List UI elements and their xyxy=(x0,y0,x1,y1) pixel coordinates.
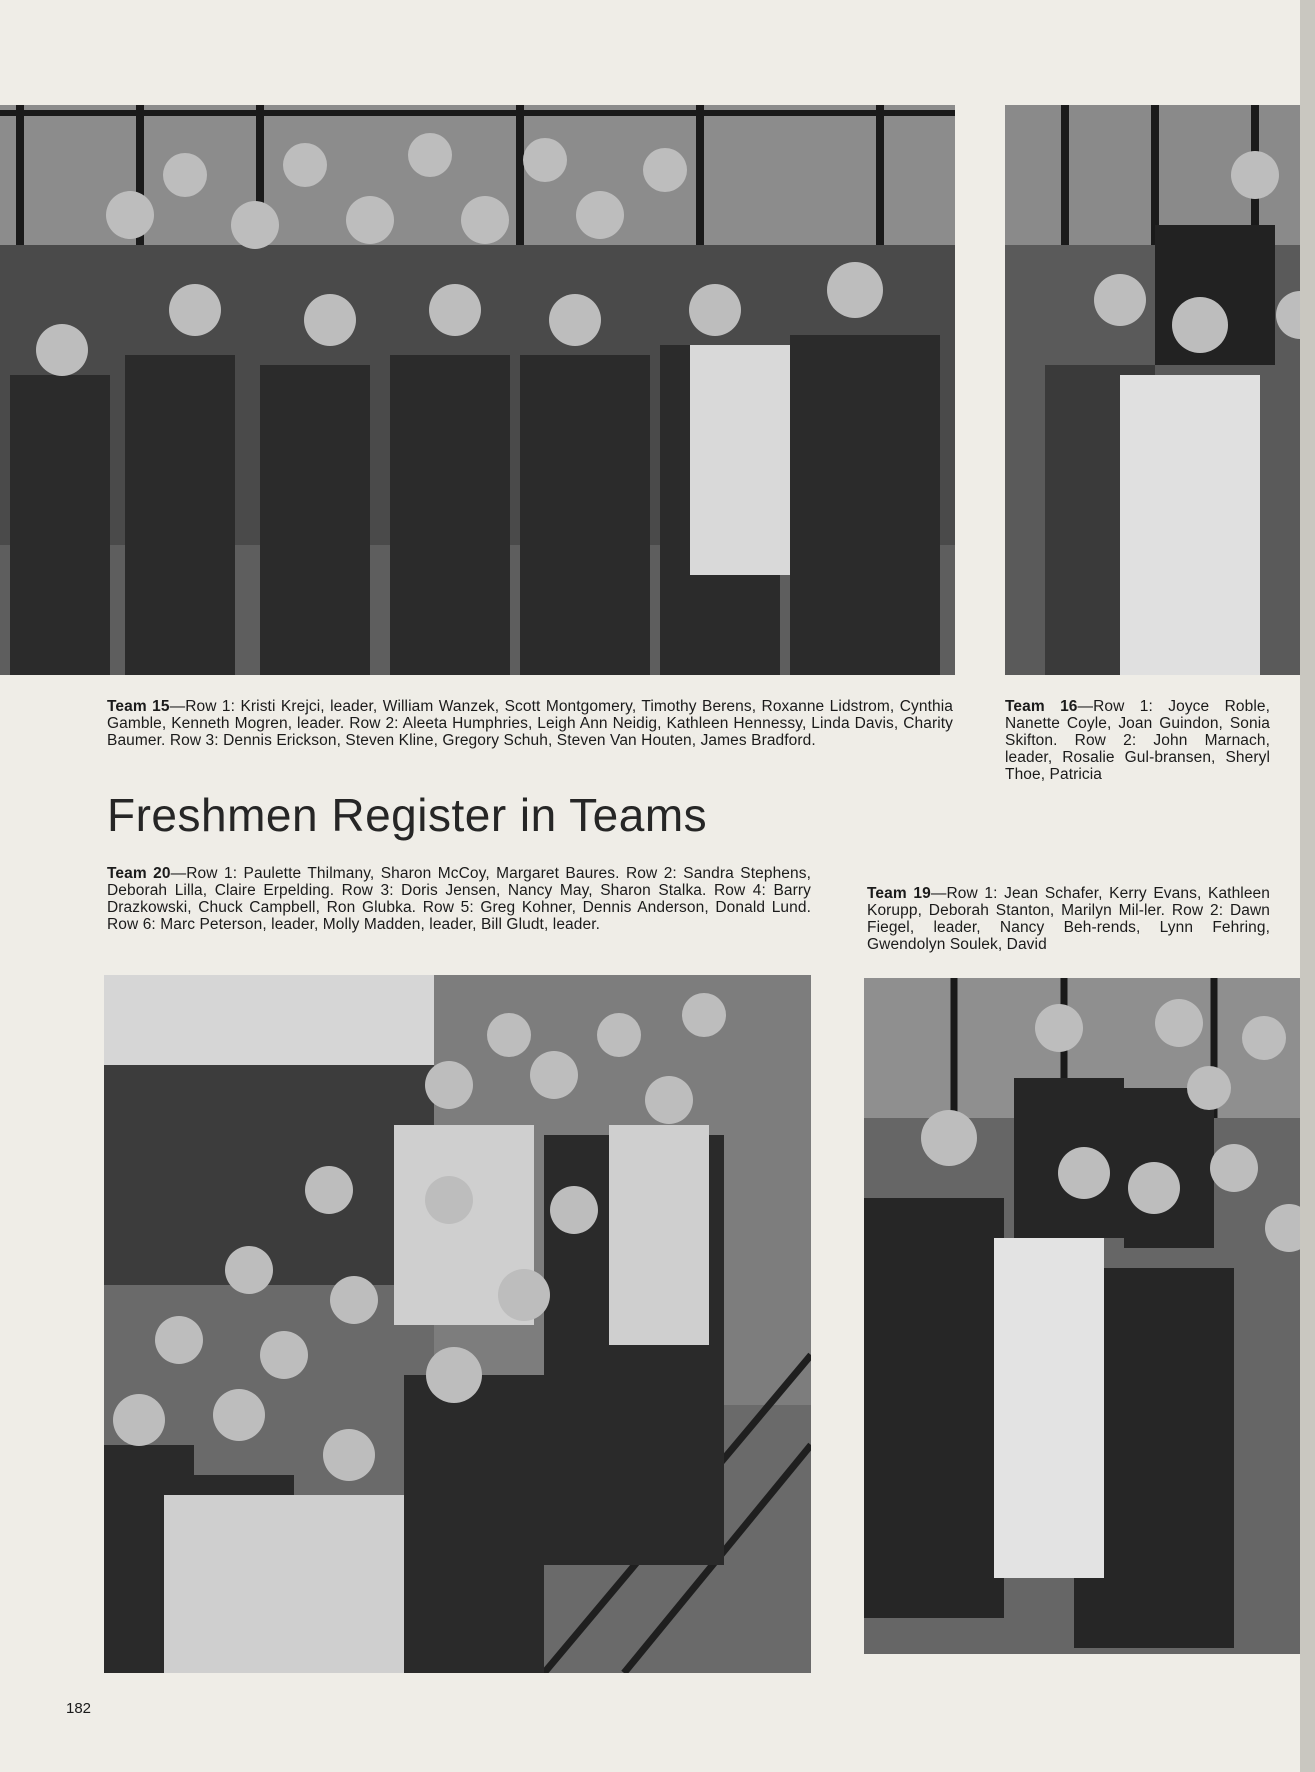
page-number: 182 xyxy=(66,1700,92,1717)
team-16-text: —Row 1: Joyce Roble, Nanette Coyle, Joan Guindon, Sonia Skifton. Row 2: John Marnach, leader, Rosalie Gul-bransen, Sheryl Thoe, Patricia xyxy=(1005,698,1270,783)
team-20-text: —Row 1: Paulette Thilmany, Sharon McCoy, Margaret Baures. Row 2: Sandra Stephens, Deborah Lilla, Claire Erpelding. Row 3: Doris Jensen, Nancy May, Sharon Stalka. Row 4: Barry Drazkowski, Chuck Campbell, Ron Glubka. Row 5: Greg Kohner, Dennis Anderson, Donald Lund. Row 6: Marc Peterson, leader, Molly Madden, leader, Bill Gludt, leader. xyxy=(107,865,811,933)
team-15-caption xyxy=(107,698,953,749)
team-15-text: —Row 1: Kristi Krejci, leader, William Wanzek, Scott Montgomery, Timothy Berens, Roxanne Lidstrom, Cynthia Gamble, Kenneth Mogren, leader. Row 2: Aleeta Humphries, Leigh Ann Neidig, Kathleen Hennessy, Linda Davis, Charity Baumer. Row 3: Dennis Erickson, Steven Kline, Gregory Schuh, Steven Van Houten, James Bradford. xyxy=(107,698,953,749)
team-16-photo xyxy=(1005,105,1315,675)
team-15-label: Team 15 xyxy=(107,698,170,715)
team-20-caption xyxy=(107,865,811,933)
team-19-caption xyxy=(867,885,1270,953)
team-16-caption xyxy=(1005,698,1270,783)
team-19-label: Team 19 xyxy=(867,885,931,902)
team-20-label: Team 20 xyxy=(107,865,171,882)
team-15-photo xyxy=(0,105,955,675)
page-edge-shadow xyxy=(1300,0,1315,1772)
page-heading: Freshmen Register in Teams xyxy=(107,789,708,841)
team-16-label: Team 16 xyxy=(1005,698,1078,715)
team-19-photo xyxy=(864,978,1315,1654)
team-20-photo xyxy=(104,975,811,1673)
team-19-text: —Row 1: Jean Schafer, Kerry Evans, Kathleen Korupp, Deborah Stanton, Marilyn Mil-ler. Row 2: Dawn Fiegel, leader, Nancy Beh-rends, Lynn Fehring, Gwendolyn Soulek, David xyxy=(867,885,1270,953)
